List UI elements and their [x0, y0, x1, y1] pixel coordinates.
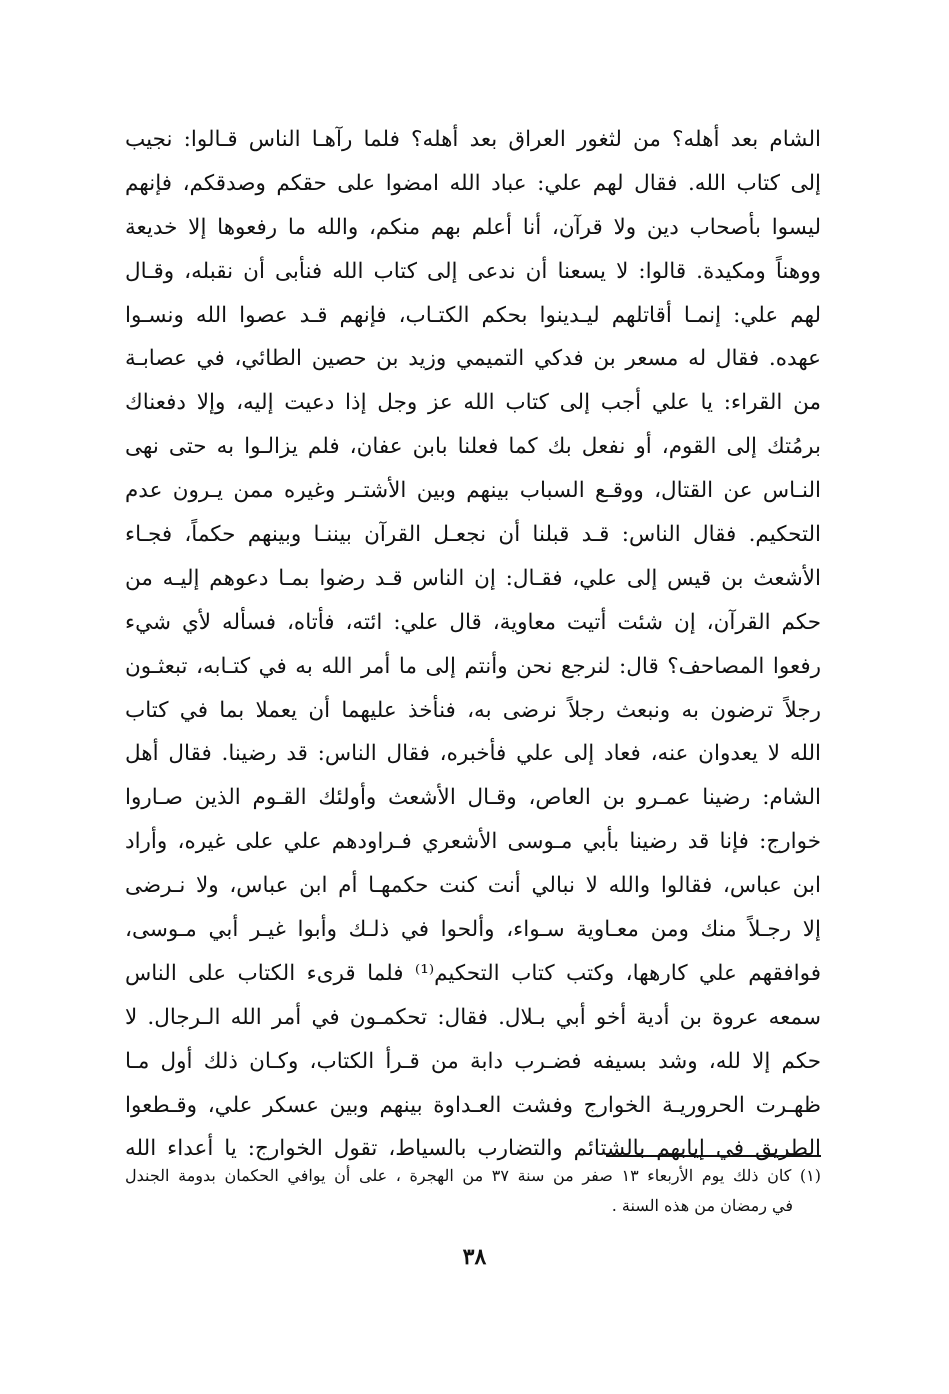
text-line: التحكيم. فقال الناس: قـد قبلنا أن نجعـل القرآن بيننـا وبينهم حكماً، فجـاء [125, 522, 821, 548]
text-line: ظهـرت الحروريـة الخوارج وفشت العـداوة بينهم وبين عسكر علي، وقـطعوا [125, 1092, 821, 1118]
text-line: عهده. فقال له مسعر بن فدكي التميمي وزيد بن حصين الطائي، في عصابـة [125, 346, 821, 372]
text-line: الشام: رضينا عمـرو بن العاص، وقـال الأشعث وأولئك القـوم الذين صـاروا [125, 785, 821, 811]
text-line: حكم القرآن، إن شئت أتيت معاوية، قال علي: ائته، فأتاه، فسأله لأي شيء [125, 609, 821, 635]
page-number: ٣٨ [462, 1244, 487, 1270]
text-line: سمعه عروة بن أدية أخو أبي بـلال. فقال: تحكمـون في أمر الله الـرجال. لا [125, 1004, 821, 1030]
text-line: خوارج: فإنا قد رضينا بأبي مـوسى الأشعري فـراودهم علي على غيره، وأراد [125, 829, 821, 855]
body-text [125, 118, 821, 1171]
text-line: لهم علي: إنمـا أقاتلهم ليـدينوا بحكم الكتـاب، فإنهم قـد عصوا الله ونسـوا [125, 302, 821, 328]
text-line: الأشعث بن قيس إلى علي، فقـال: إن الناس قـد رضوا بمـا دعوهم إليـه من [125, 565, 821, 591]
footnotes [125, 1161, 821, 1221]
text-line: فوافقهم علي كارهها، وكتب كتاب التحكيم⁽¹⁾ فلما قرىء الكتاب على الناس [125, 960, 821, 986]
footnote-line: (١) كان ذلك يوم الأربعاء ١٣ صفر من سنة ٣٧ من الهجرة ، على أن يوافي الحكمان بدومة الجندل [125, 1166, 821, 1185]
text-line: إلى كتاب الله. فقال لهم علي: عباد الله امضوا على حقكم وصدقكم، فإنهم [125, 170, 821, 196]
text-line: من القراء: يا علي أجب إلى كتاب الله عز وجل إذا دعيت إليه، وإلا دفعناك [125, 390, 821, 416]
text-line: النـاس عن القتال، ووقـع السباب بينهم وبين الأشتـر وغيره ممن يـرون عدم [125, 478, 821, 504]
footnote-divider [606, 1155, 821, 1157]
text-line: ابن عباس، فقالوا والله لا نبالي أنت كنت حكمهـا أم ابن عباس، ولا نـرضى [125, 873, 821, 899]
text-line: الطريق في إيابهم بالشتائم والتضارب بالسياط، تقول الخوارج: يا أعداء الله [125, 1136, 821, 1162]
text-line: ووهناً ومكيدة. قالوا: لا يسعنا أن ندعى إلى كتاب الله فنأبى أن نقبله، وقـال [125, 258, 821, 284]
text-line: الشام بعد أهله؟ من لثغور العراق بعد أهله؟ فلما رآهـا الناس قـالوا: نجيب [125, 127, 821, 152]
text-line: حكم إلا لله، وشد بسيفه فضـرب دابة من قـرأ الكتاب، وكـان ذلك أول مـا [125, 1048, 821, 1074]
text-line: رجلاً ترضون به ونبعث رجلاً نرضى به، فنأخذ عليهما أن يعملا بما في كتاب [125, 697, 821, 723]
text-line: رفعوا المصاحف؟ قال: لنرجع نحن وأنتم إلى ما أمر الله به في كتـابه، تبعثـون [125, 653, 821, 679]
text-line: ليسوا بأصحاب دين ولا قرآن، أنا أعلم بهم منكم، والله ما رفعوها إلا خديعة [125, 214, 821, 240]
text-line: برمُتك إلى القوم، أو نفعل بك كما فعلنا بابن عفان، فلم يزالـوا به حتى نهى [125, 434, 821, 460]
text-line: الله لا يعدوان عنه، فعاد إلى علي فأخبره، فقال الناس: قد رضينا. فقال أهل [125, 741, 821, 767]
text-line: إلا رجـلاً منك ومن معـاوية سـواء، وألحوا في ذلـك وأبوا غيـر أبي مـوسى، [125, 917, 821, 943]
footnote-line-continued: في رمضان من هذه السنة . [611, 1196, 793, 1215]
